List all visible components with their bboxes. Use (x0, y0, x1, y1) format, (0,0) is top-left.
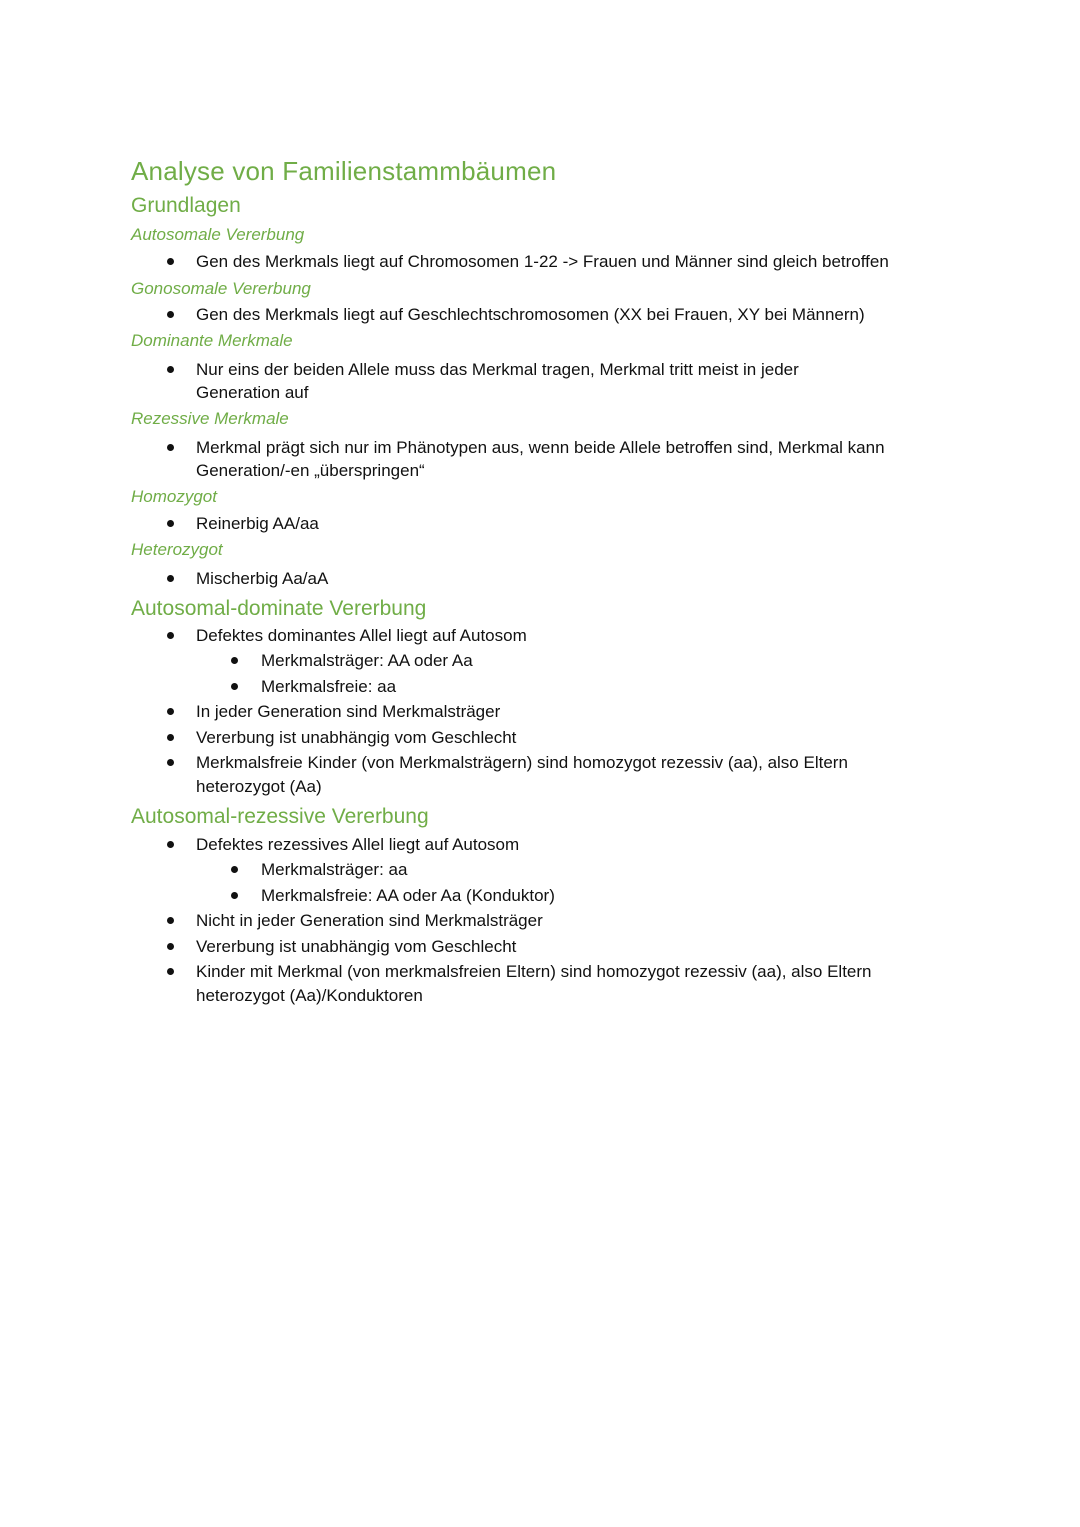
autosomal-label: Autosomale Vererbung (131, 225, 305, 244)
rezessiv-item-line2: Generation/-en „überspringen“ (196, 461, 425, 480)
bullet-icon (167, 444, 174, 451)
heterozygot-label: Heterozygot (131, 540, 223, 559)
bullet-icon (167, 258, 174, 265)
gonosomal-label: Gonosomale Vererbung (131, 279, 311, 298)
bullet-icon (167, 968, 174, 975)
bullet-icon (167, 759, 174, 766)
grundlagen-heading: Grundlagen (131, 194, 241, 217)
recessive-section-sub1: Merkmalsträger: aa (261, 860, 408, 879)
page-title: Analyse von Familienstammbäumen (131, 156, 557, 186)
bullet-icon (231, 866, 238, 873)
bullet-icon (167, 311, 174, 318)
rezessiv-item-line1: Merkmal prägt sich nur im Phänotypen aus, wenn beide Allele betroffen sind, Merkmal kann (196, 438, 885, 457)
heterozygot-item: Mischerbig Aa/aA (196, 569, 329, 588)
bullet-icon (231, 683, 238, 690)
bullet-icon (167, 841, 174, 848)
bullet-icon (167, 520, 174, 527)
dominant-section-item4-line2: heterozygot (Aa) (196, 777, 322, 796)
dominant-section-item2: In jeder Generation sind Merkmalsträger (196, 702, 501, 721)
dominant-section-item3: Vererbung ist unabhängig vom Geschlecht (196, 728, 517, 747)
dominant-section-item1: Defektes dominantes Allel liegt auf Autosom (196, 626, 527, 645)
bullet-icon (231, 657, 238, 664)
autosomal-item: Gen des Merkmals liegt auf Chromosomen 1-22 -> Frauen und Männer sind gleich betroffen (196, 252, 889, 271)
dominant-section-item4-line1: Merkmalsfreie Kinder (von Merkmalsträgern) sind homozygot rezessiv (aa), also Eltern (196, 753, 848, 772)
recessive-section-item1: Defektes rezessives Allel liegt auf Autosom (196, 835, 520, 854)
dominant-item-line1: Nur eins der beiden Allele muss das Merkmal tragen, Merkmal tritt meist in jeder (196, 360, 799, 379)
bullet-icon (167, 632, 174, 639)
bullet-icon (167, 708, 174, 715)
recessive-section-sub2: Merkmalsfreie: AA oder Aa (Konduktor) (261, 886, 555, 905)
bullet-icon (167, 917, 174, 924)
bullet-icon (231, 892, 238, 899)
bullet-icon (167, 575, 174, 582)
bullet-icon (167, 943, 174, 950)
dominant-section-heading: Autosomal-dominate Vererbung (131, 597, 427, 620)
bullet-icon (167, 366, 174, 373)
dominant-section-sub2: Merkmalsfreie: aa (261, 677, 397, 696)
homozygot-item: Reinerbig AA/aa (196, 514, 319, 533)
dominant-item-line2: Generation auf (196, 383, 309, 402)
rezessiv-label: Rezessive Merkmale (131, 409, 289, 428)
dominant-label: Dominante Merkmale (131, 331, 293, 350)
gonosomal-item: Gen des Merkmals liegt auf Geschlechtschromosomen (XX bei Frauen, XY bei Männern) (196, 305, 865, 324)
dominant-section-sub1: Merkmalsträger: AA oder Aa (261, 651, 473, 670)
recessive-section-item4-line1: Kinder mit Merkmal (von merkmalsfreien Eltern) sind homozygot rezessiv (aa), also Eltern (196, 962, 872, 981)
recessive-section-item4-line2: heterozygot (Aa)/Konduktoren (196, 986, 423, 1005)
homozygot-label: Homozygot (131, 487, 217, 506)
recessive-section-item2: Nicht in jeder Generation sind Merkmalsträger (196, 911, 543, 930)
recessive-section-item3: Vererbung ist unabhängig vom Geschlecht (196, 937, 517, 956)
recessive-section-heading: Autosomal-rezessive Vererbung (131, 805, 429, 828)
bullet-icon (167, 734, 174, 741)
